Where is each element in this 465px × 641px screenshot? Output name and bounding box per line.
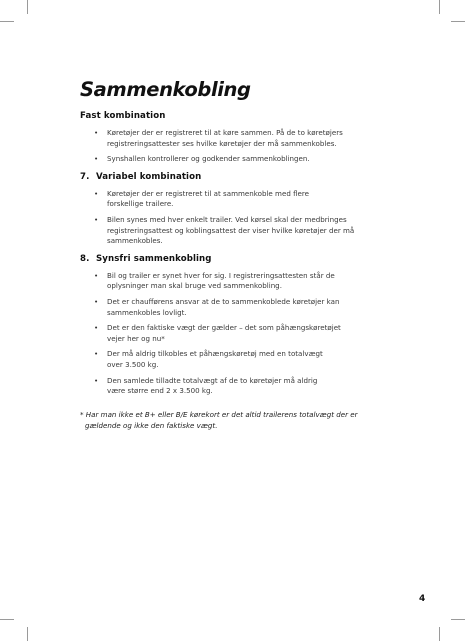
- bullet-line: Den samlede tilladte totalvægt af de to køretøjer må aldrig: [107, 375, 318, 385]
- bullet-line: Synshallen kontrollerer og godkender sammenkoblingen.: [107, 154, 310, 164]
- bullet-item: [80, 349, 380, 370]
- crop-mark-top-right-h: [451, 21, 465, 22]
- section-heading: [80, 171, 380, 183]
- crop-mark-bottom-right-h: [451, 619, 465, 620]
- bullet-line: over 3.500 kg.: [107, 359, 159, 369]
- section-heading-text: Variabel kombination: [96, 171, 202, 182]
- section-heading: [80, 253, 380, 265]
- bullet-dot-icon: •: [94, 270, 99, 280]
- bullet-dot-icon: •: [94, 296, 99, 306]
- bullet-line: registreringsattest og koblingsattest der viser hvilke køretøjer der må: [107, 225, 355, 235]
- bullet-line: sammenkobles.: [107, 236, 163, 246]
- section-heading-text: Synsfri sammenkobling: [96, 253, 212, 264]
- bullet-line: Køretøjer der er registreret til at køre sammen. På de to køretøjers: [107, 128, 343, 137]
- crop-mark-bottom-right: [439, 627, 440, 641]
- section-number: 7.: [80, 171, 90, 182]
- bullet-dot-icon: •: [94, 214, 99, 224]
- bullet-line: Bil og trailer er synet hver for sig. I registreringsattesten står de: [107, 270, 335, 280]
- crop-mark-top-right: [439, 0, 440, 14]
- bullet-line: vejer her og nu*: [107, 333, 165, 343]
- bullet-dot-icon: •: [94, 375, 99, 385]
- bullet-item: [80, 128, 380, 149]
- crop-mark-bottom-left: [27, 627, 28, 641]
- bullet-item: [80, 189, 380, 210]
- bullet-list: [80, 189, 380, 247]
- section-heading-text: Fast kombination: [80, 111, 166, 121]
- bullet-line: Der må aldrig tilkobles et påhængskøretøj med en totalvægt: [107, 349, 323, 359]
- crop-mark-top-left: [27, 0, 28, 14]
- bullet-line: Det er den faktiske vægt der gælder – det som påhængskøretøjet: [107, 323, 341, 333]
- bullet-line: forskellige trailere.: [107, 199, 174, 209]
- bullet-dot-icon: •: [94, 154, 99, 164]
- page-content: [80, 78, 380, 403]
- bullet-line: Køretøjer der er registreret til at sammenkoble med flere: [107, 188, 310, 198]
- footnote-line-1: * Har man ikke et B+ eller B/E kørekort er det altid trailerens totalvægt der er: [80, 410, 358, 419]
- bullet-line: sammenkobles lovligt.: [107, 307, 187, 317]
- page-title: Sammenkobling: [80, 78, 251, 101]
- bullet-item: [80, 271, 380, 292]
- crop-mark-top-left-h: [0, 21, 14, 22]
- bullet-list: [80, 271, 380, 397]
- bullet-line: oplysninger man skal bruge ved sammenkobling.: [107, 281, 282, 291]
- bullet-item: [80, 154, 380, 165]
- bullet-dot-icon: •: [94, 188, 99, 198]
- crop-mark-bottom-left-h: [0, 619, 14, 620]
- bullet-item: [80, 297, 380, 318]
- section-heading: [80, 110, 380, 122]
- bullet-dot-icon: •: [94, 349, 99, 359]
- footnote: [80, 410, 390, 431]
- bullet-line: være større end 2 x 3.500 kg.: [107, 386, 213, 396]
- bullet-dot-icon: •: [94, 323, 99, 333]
- bullet-line: registreringsattester ses hvilke køretøjer der må sammenkobles.: [107, 138, 337, 148]
- bullet-item: [80, 323, 380, 344]
- bullet-dot-icon: •: [94, 128, 99, 137]
- page-number: 4: [419, 594, 426, 604]
- sections-container: [80, 110, 380, 397]
- bullet-list: [80, 128, 380, 165]
- footnote-line-2: gældende og ikke den faktiske vægt.: [85, 420, 218, 430]
- bullet-line: Bilen synes med hver enkelt trailer. Ved kørsel skal der medbringes: [107, 214, 347, 224]
- bullet-item: [80, 376, 380, 397]
- bullet-item: [80, 215, 380, 247]
- bullet-line: Det er chaufførens ansvar at de to sammenkoblede køretøjer kan: [107, 296, 340, 306]
- section-number: 8.: [80, 253, 90, 264]
